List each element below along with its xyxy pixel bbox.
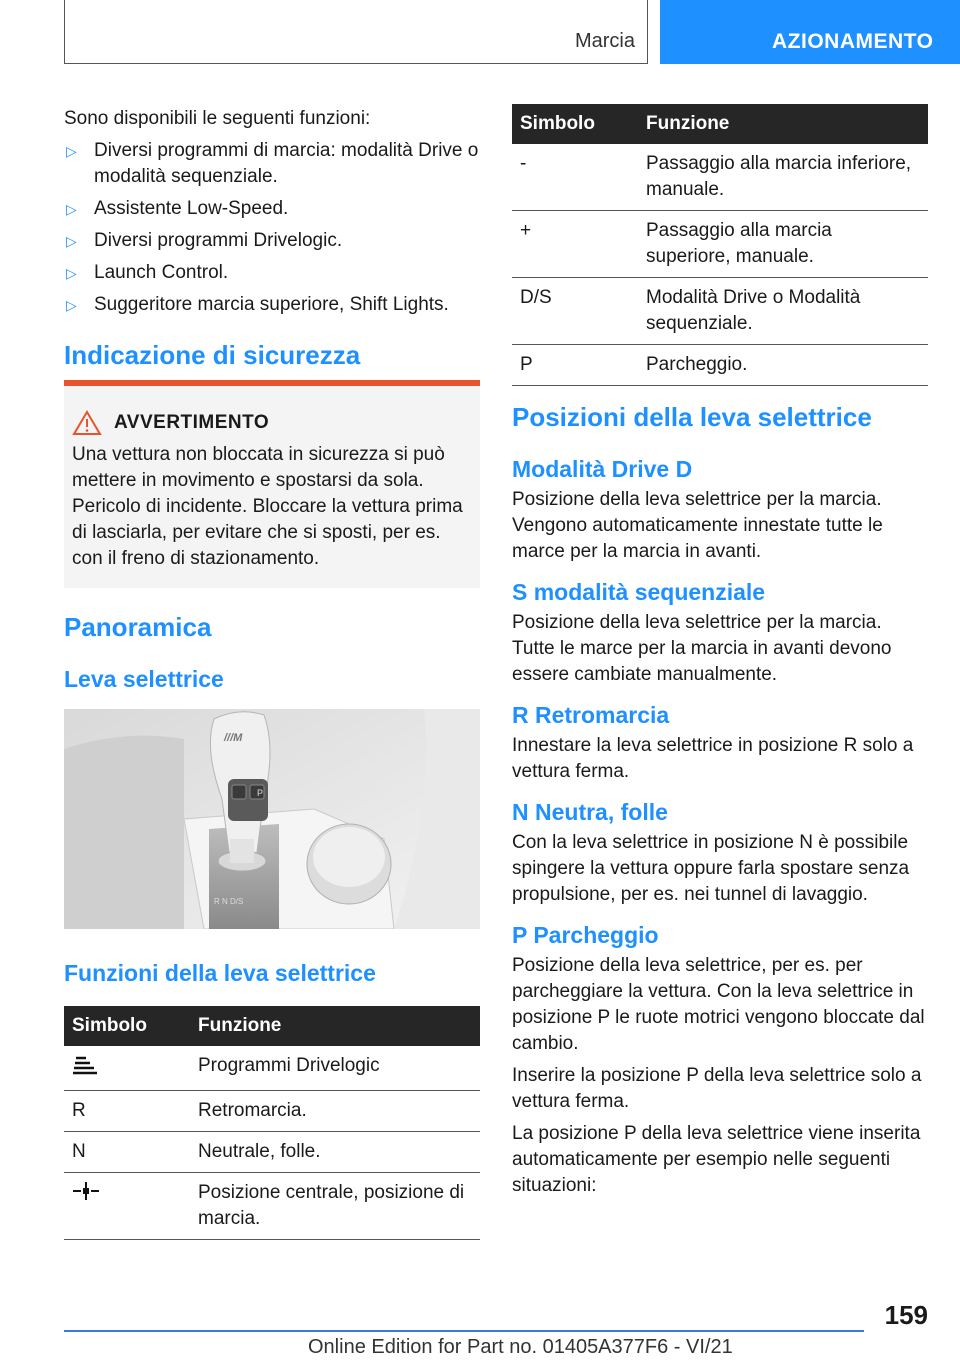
section-text: Con la leva selettrice in posizione N è possibile spingere la vettura oppure farla spostare senza propulsione, per es. nei tunnel di lavaggio. [512,832,910,905]
table-row [512,278,928,345]
positions-heading: Posizioni della leva selettrice [512,402,872,432]
section-title: R Retromarcia [512,702,670,728]
column-header: Simbolo [64,1006,190,1046]
bullet-triangle-icon: ▷ [66,265,77,281]
gear-lever-illustration [64,709,480,929]
warning-title: AVVERTIMENTO [114,412,270,433]
symbol-cell: + [512,211,638,278]
section-text: La posizione P della leva selettrice viene inserita automaticamente per esempio nelle seguenti situazioni: [512,1123,921,1196]
section-text: Innestare la leva selettrice in posizione R solo a vettura ferma. [512,735,914,782]
function-cell: Passaggio alla marcia superiore, manuale. [638,211,928,278]
function-cell: Neutrale, folle. [190,1132,480,1173]
table-row [64,1046,480,1091]
manual-shift-table [512,104,928,386]
column-header: Funzione [638,104,928,144]
warning-box [64,386,480,588]
symbol-cell: R [64,1091,190,1132]
intro-text: Sono disponibili le seguenti funzioni: [64,108,371,129]
table-row [64,1132,480,1173]
symbol-cell [64,1173,190,1240]
bullet-triangle-icon: ▷ [66,143,77,159]
footer-divider [64,1330,864,1332]
table-row [64,1091,480,1132]
function-cell: Retromarcia. [190,1091,480,1132]
section-text: Posizione della leva selettrice per la marcia. Vengono automaticamente innestate tutte le marce per la marcia in avanti. [512,489,883,562]
symbol-cell: P [512,345,638,386]
symbol-cell: - [512,144,638,211]
table-header-row [512,104,928,144]
gear-lever-image [64,709,480,929]
list-item: ▷ Suggeritore marcia superiore, Shift Lights. [64,292,480,318]
section-title: N Neutra, folle [512,799,668,825]
section-text: Posizione della leva selettrice per la marcia. Tutte le marce per la marcia in avanti devono essere cambiate manualmente. [512,612,892,685]
table-header-row [64,1006,480,1046]
list-item: ▷ Launch Control. [64,260,480,286]
section-title: S modalità sequenziale [512,579,766,605]
symbol-cell: D/S [512,278,638,345]
warning-triangle-icon [72,410,102,436]
safety-heading: Indicazione di sicurezza [64,340,361,370]
column-header: Simbolo [512,104,638,144]
lever-functions-table [64,1006,480,1240]
function-cell: Parcheggio. [638,345,928,386]
section-text: Inserire la posizione P della leva selettrice solo a vettura ferma. [512,1065,922,1112]
list-item: ▷ Diversi programmi di marcia: modalità Drive o modalità sequenziale. [66,140,479,187]
section-tab[interactable]: AZIONAMENTO [660,0,960,64]
page-number: 159 [884,1300,928,1330]
park-button-label: P [257,788,264,798]
function-cell: Passaggio alla marcia inferiore, manuale. [638,144,928,211]
function-list [64,138,480,324]
table-row [512,211,928,278]
list-item: ▷ Assistente Low-Speed. [64,196,480,222]
drivelogic-icon [72,1053,98,1075]
chapter-title: Marcia [574,30,635,52]
function-cell: Modalità Drive o Modalità sequenziale. [638,278,928,345]
lever-marking: R N D/S [214,897,244,906]
table-row [512,144,928,211]
header-chapter-box [64,0,648,64]
section-title: Modalità Drive D [512,456,693,482]
function-cell: Programmi Drivelogic [190,1046,480,1091]
center-position-icon [72,1180,100,1202]
positions-sections [512,456,928,1199]
section-text: Posizione della leva selettrice, per es. per parcheggiare la vettura. Con la leva selettrice in posizione P le ruote motrici vengono bloccate dal cambio. [512,955,925,1054]
symbol-cell: N [64,1132,190,1173]
table-row [512,345,928,386]
column-header: Funzione [190,1006,480,1046]
warning-text: Una vettura non bloccata in sicurezza si può mettere in movimento e spostarsi da sola. Pericolo di incidente. Bloccare la vettura prima di lasciarla, per evitare che si sposti, per es. con il freno di stazionamento. [72,444,463,569]
section-title: P Parcheggio [512,922,659,948]
lever-heading: Leva selettrice [64,666,224,692]
warning-panel [64,380,480,588]
list-item: ▷ Diversi programmi Drivelogic. [64,228,480,254]
bullet-triangle-icon: ▷ [66,233,77,249]
functions-heading: Funzioni della leva selettrice [64,960,376,986]
overview-heading: Panoramica [64,612,212,642]
warning-title-row [72,410,472,436]
function-cell: Posizione centrale, posizione di marcia. [190,1173,480,1240]
table-row [64,1173,480,1240]
svg-text:///M: ///M [224,732,243,744]
bullet-triangle-icon: ▷ [66,201,77,217]
bullet-triangle-icon: ▷ [66,297,77,313]
symbol-cell [64,1046,190,1091]
footer-edition: Online Edition for Part no. 01405A377F6 - VI/21 [308,1336,733,1358]
